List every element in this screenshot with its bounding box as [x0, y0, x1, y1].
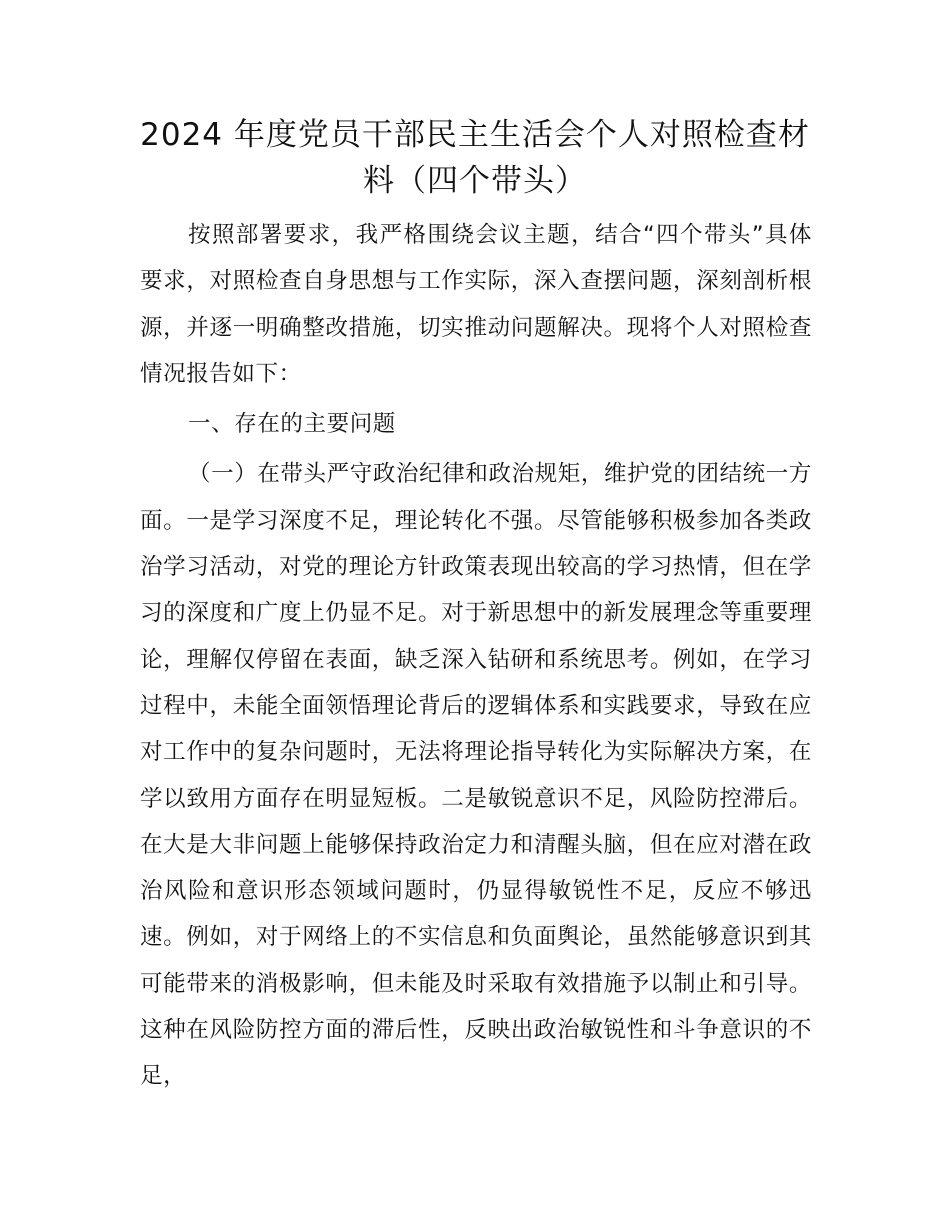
section-heading: 一、存在的主要问题: [188, 411, 396, 438]
document-body: [140, 212, 812, 1100]
document-title: 2024 年度党员干部民主生活会个人对照检查材料（四个带头）: [140, 117, 810, 199]
intro-paragraph: 按照部署要求，我严格围绕会议主题，结合“四个带头”具体要求，对照检查自身思想与工作实际，深入查摆问题，深刻剖析根源，并逐一明确整改措施，切实推动问题解决。现将个人对照检查情况报告如下：: [140, 222, 812, 387]
subsection-paragraph: （一）在带头严守政治纪律和政治规矩，维护党的团结统一方面。一是学习深度不足，理论转化不强。尽管能够积极参加各类政治学习活动，对党的理论方针政策表现出较高的学习热情，但在学习的深度和广度上仍显不足。对于新思想中的新发展理念等重要理论，理解仅停留在表面，缺乏深入钻研和系统思考。例如，在学习过程中，未能全面领悟理论背后的逻辑体系和实践要求，导致在应对工作中的复杂问题时，无法将理论指导转化为实际解决方案，在学以致用方面存在明显短板。二是敏锐意识不足，风险防控滞后。在大是大非问题上能够保持政治定力和清醒头脑，但在应对潜在政治风险和意识形态领域问题时，仍显得敏锐性不足，反应不够迅速。例如，对于网络上的不实信息和负面舆论，虽然能够意识到其可能带来的消极影响，但未能及时采取有效措施予以制止和引导。这种在风险防控方面的滞后性，反映出政治敏锐性和斗争意识的不足，: [140, 461, 812, 1090]
